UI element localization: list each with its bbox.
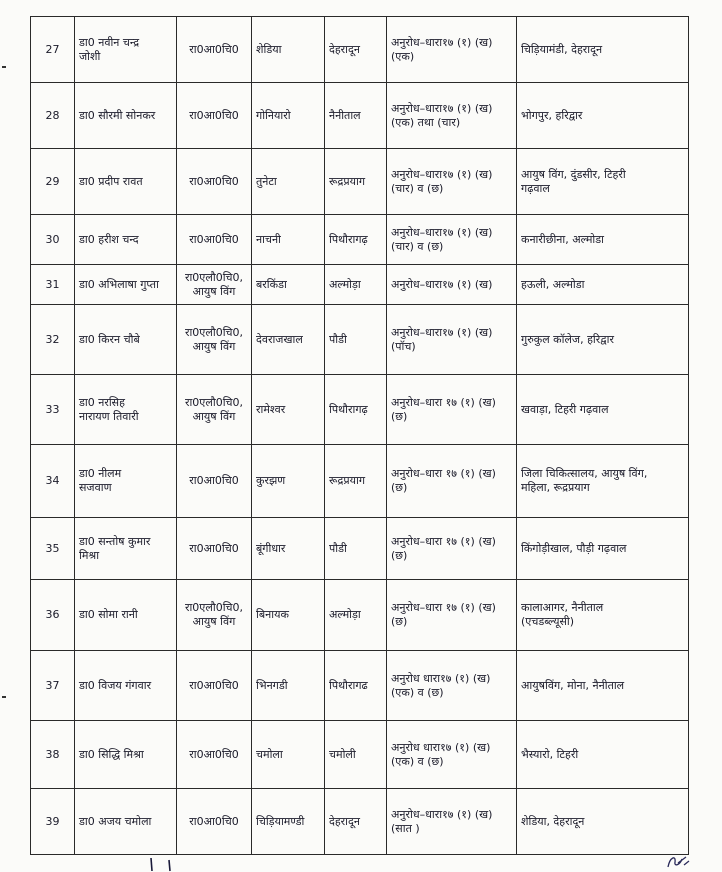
name-cell: डा0 सौरमी सोनकर xyxy=(75,83,177,149)
district-cell: रूद्रप्रयाग xyxy=(325,149,387,215)
new-posting-cell: भैस्यारो, टिहरी xyxy=(517,721,689,789)
transfer-rule-cell: अनुरोध–धारा१७ (१) (ख) (एक) xyxy=(387,17,517,83)
table-row xyxy=(31,215,689,265)
table-row xyxy=(31,375,689,445)
post-cell: रा0एलौ0चि0, आयुष विंग xyxy=(177,265,252,305)
new-posting-cell: गुरुकुल कॉलेज, हरिद्वार xyxy=(517,305,689,375)
name-cell: डा0 नवीन चन्द्र जोशी xyxy=(75,17,177,83)
new-posting-cell: कनारीछीना, अल्मोडा xyxy=(517,215,689,265)
serial-number-cell: 37 xyxy=(31,651,75,721)
table-row xyxy=(31,721,689,789)
current-place-cell: कुरझण xyxy=(252,445,325,518)
district-cell: अल्मोड़ा xyxy=(325,580,387,651)
post-cell: रा0आ0चि0 xyxy=(177,518,252,580)
table-row xyxy=(31,149,689,215)
new-posting-cell: चिड़ियामंडी, देहरादून xyxy=(517,17,689,83)
post-cell: रा0एलौ0चि0, आयुष विंग xyxy=(177,580,252,651)
new-posting-cell: जिला चिकित्सालय, आयुष विंग, महिला, रूद्रप्रयाग xyxy=(517,445,689,518)
district-cell: देहरादून xyxy=(325,789,387,855)
post-cell: रा0आ0चि0 xyxy=(177,83,252,149)
table-row xyxy=(31,789,689,855)
name-cell: डा0 अभिलाषा गुप्ता xyxy=(75,265,177,305)
table-row xyxy=(31,83,689,149)
serial-number-cell: 36 xyxy=(31,580,75,651)
district-cell: पिथौरागढ़ xyxy=(325,215,387,265)
table-row xyxy=(31,445,689,518)
new-posting-cell: भोगपुर, हरिद्वार xyxy=(517,83,689,149)
serial-number-cell: 32 xyxy=(31,305,75,375)
transfer-rule-cell: अनुरोध–धारा१७ (१) (ख) (चार) व (छ) xyxy=(387,149,517,215)
district-cell: चमोली xyxy=(325,721,387,789)
serial-number-cell: 28 xyxy=(31,83,75,149)
transfer-table xyxy=(30,16,689,855)
transfer-rule-cell: अनुरोध–धारा १७ (१) (ख) (छ) xyxy=(387,375,517,445)
name-cell: डा0 नरसिह नारायण तिवारी xyxy=(75,375,177,445)
district-cell: अल्मोड़ा xyxy=(325,265,387,305)
serial-number-cell: 38 xyxy=(31,721,75,789)
post-cell: रा0आ0चि0 xyxy=(177,789,252,855)
current-place-cell: शेडिया xyxy=(252,17,325,83)
transfer-rule-cell: अनुरोध धारा१७ (१) (ख) (एक) व (छ) xyxy=(387,651,517,721)
serial-number-cell: 27 xyxy=(31,17,75,83)
current-place-cell: बरकिंडा xyxy=(252,265,325,305)
name-cell: डा0 नीलम सजवाण xyxy=(75,445,177,518)
district-cell: पौडी xyxy=(325,305,387,375)
name-cell: डा0 सोमा रानी xyxy=(75,580,177,651)
table-row xyxy=(31,265,689,305)
post-cell: रा0आ0चि0 xyxy=(177,17,252,83)
new-posting-cell: हऊली, अल्मोडा xyxy=(517,265,689,305)
district-cell: पिथौरागढ xyxy=(325,651,387,721)
current-place-cell: देवराजखाल xyxy=(252,305,325,375)
name-cell: डा0 सिद्धि मिश्रा xyxy=(75,721,177,789)
post-cell: रा0आ0चि0 xyxy=(177,651,252,721)
current-place-cell: चमोला xyxy=(252,721,325,789)
new-posting-cell: किंगोड़ीखाल, पौड़ी गढ़वाल xyxy=(517,518,689,580)
new-posting-cell: आयुष विंग, दुंडसीर, टिहरी गढ़वाल xyxy=(517,149,689,215)
table-row xyxy=(31,305,689,375)
post-cell: रा0एलौ0चि0, आयुष विंग xyxy=(177,305,252,375)
name-cell: डा0 अजय चमोला xyxy=(75,789,177,855)
district-cell: देहरादून xyxy=(325,17,387,83)
current-place-cell: तुनेटा xyxy=(252,149,325,215)
post-cell: रा0आ0चि0 xyxy=(177,149,252,215)
current-place-cell: बूंगीधार xyxy=(252,518,325,580)
transfer-rule-cell: अनुरोध–धारा१७ (१) (ख) (सात ) xyxy=(387,789,517,855)
transfer-rule-cell: अनुरोध–धारा१७ (१) (ख) (एक) तथा (चार) xyxy=(387,83,517,149)
serial-number-cell: 33 xyxy=(31,375,75,445)
name-cell: डा0 किरन चौबे xyxy=(75,305,177,375)
transfer-rule-cell: अनुरोध–धारा १७ (१) (ख) (छ) xyxy=(387,445,517,518)
margin-tick xyxy=(2,66,6,68)
district-cell: नैनीताल xyxy=(325,83,387,149)
new-posting-cell: शेडिया, देहरादून xyxy=(517,789,689,855)
name-cell: डा0 विजय गंगवार xyxy=(75,651,177,721)
transfer-rule-cell: अनुरोध–धारा१७ (१) (ख) (चार) व (छ) xyxy=(387,215,517,265)
current-place-cell: रामेश्वर xyxy=(252,375,325,445)
serial-number-cell: 34 xyxy=(31,445,75,518)
current-place-cell: भिनगडी xyxy=(252,651,325,721)
serial-number-cell: 39 xyxy=(31,789,75,855)
serial-number-cell: 31 xyxy=(31,265,75,305)
district-cell: पौडी xyxy=(325,518,387,580)
table-row xyxy=(31,518,689,580)
current-place-cell: चिड़ियामण्डी xyxy=(252,789,325,855)
transfer-rule-cell: अनुरोध–धारा १७ (१) (ख) (छ) xyxy=(387,580,517,651)
new-posting-cell: आयुषविंग, मोना, नैनीताल xyxy=(517,651,689,721)
post-cell: रा0आ0चि0 xyxy=(177,445,252,518)
transfer-rule-cell: अनुरोध धारा१७ (१) (ख) (एक) व (छ) xyxy=(387,721,517,789)
name-cell: डा0 प्रदीप रावत xyxy=(75,149,177,215)
new-posting-cell: कालाआगर, नैनीताल (एचडब्ल्यूसी) xyxy=(517,580,689,651)
transfer-rule-cell: अनुरोध–धारा१७ (१) (ख) (पॉच) xyxy=(387,305,517,375)
signature-mark-right xyxy=(664,853,694,871)
transfer-rule-cell: अनुरोध–धारा१७ (१) (ख) xyxy=(387,265,517,305)
table-row xyxy=(31,651,689,721)
name-cell: डा0 सन्तोष कुमार मिश्रा xyxy=(75,518,177,580)
post-cell: रा0एलौ0चि0, आयुष विंग xyxy=(177,375,252,445)
signature-mark-left xyxy=(148,857,188,872)
new-posting-cell: खवाड़ा, टिहरी गढ़वाल xyxy=(517,375,689,445)
current-place-cell: नाचनी xyxy=(252,215,325,265)
post-cell: रा0आ0चि0 xyxy=(177,721,252,789)
name-cell: डा0 हरीश चन्द xyxy=(75,215,177,265)
post-cell: रा0आ0चि0 xyxy=(177,215,252,265)
district-cell: पिथौरागढ़ xyxy=(325,375,387,445)
district-cell: रूद्रप्रयाग xyxy=(325,445,387,518)
margin-tick xyxy=(2,696,6,698)
serial-number-cell: 35 xyxy=(31,518,75,580)
serial-number-cell: 30 xyxy=(31,215,75,265)
current-place-cell: बिनायक xyxy=(252,580,325,651)
transfer-rule-cell: अनुरोध–धारा १७ (१) (ख) (छ) xyxy=(387,518,517,580)
table-row xyxy=(31,17,689,83)
table-row xyxy=(31,580,689,651)
serial-number-cell: 29 xyxy=(31,149,75,215)
current-place-cell: गोनियारो xyxy=(252,83,325,149)
